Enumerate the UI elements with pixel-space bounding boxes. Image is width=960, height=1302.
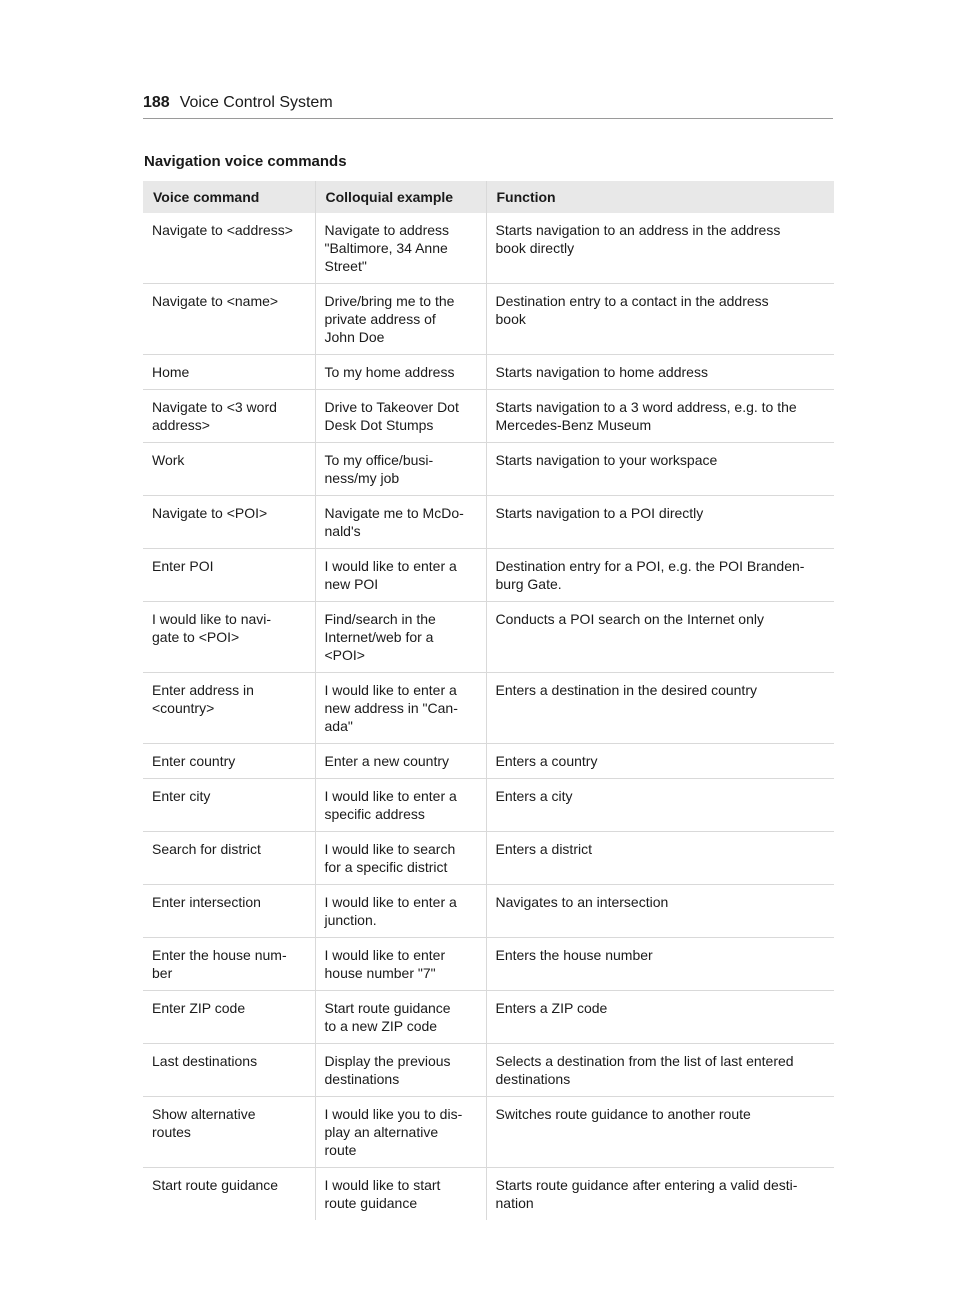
cell-colloquial-example: I would like to search for a specific district: [315, 832, 486, 885]
table-row: [143, 1097, 834, 1168]
cell-function: Starts navigation to an address in the address book directly: [486, 213, 834, 284]
cell-colloquial-example: Display the previous destinations: [315, 1044, 486, 1097]
chapter-title: Voice Control System: [179, 94, 333, 111]
cell-colloquial-example: I would like you to dis- play an alternative route: [315, 1097, 486, 1168]
table-row: [143, 1044, 834, 1097]
table-row: [143, 355, 834, 390]
table-row: [143, 832, 834, 885]
cell-colloquial-example: Drive to Takeover Dot Desk Dot Stumps: [315, 390, 486, 443]
table-row: [143, 673, 834, 744]
cell-function: Enters a country: [486, 744, 834, 779]
cell-function: Enters a ZIP code: [486, 991, 834, 1044]
cell-voice-command: Enter country: [143, 744, 315, 779]
table-row: [143, 744, 834, 779]
cell-colloquial-example: Navigate to address "Baltimore, 34 Anne Street": [315, 213, 486, 284]
cell-function: Enters a city: [486, 779, 834, 832]
cell-voice-command: Enter POI: [143, 549, 315, 602]
cell-voice-command: Navigate to <address>: [143, 213, 315, 284]
cell-colloquial-example: To my office/busi- ness/my job: [315, 443, 486, 496]
voice-commands-table: [143, 181, 834, 1220]
cell-colloquial-example: To my home address: [315, 355, 486, 390]
cell-voice-command: Navigate to <3 word address>: [143, 390, 315, 443]
table-row: [143, 991, 834, 1044]
table-row: [143, 443, 834, 496]
cell-colloquial-example: I would like to enter house number "7": [315, 938, 486, 991]
cell-colloquial-example: Drive/bring me to the private address of John Doe: [315, 284, 486, 355]
cell-function: Selects a destination from the list of last entered destinations: [486, 1044, 834, 1097]
cell-function: Enters a district: [486, 832, 834, 885]
cell-voice-command: Navigate to <POI>: [143, 496, 315, 549]
cell-voice-command: Search for district: [143, 832, 315, 885]
cell-colloquial-example: I would like to enter a new address in "Can- ada": [315, 673, 486, 744]
table-row: [143, 496, 834, 549]
cell-function: Enters a destination in the desired country: [486, 673, 834, 744]
cell-function: Switches route guidance to another route: [486, 1097, 834, 1168]
table-row: [143, 390, 834, 443]
cell-colloquial-example: Enter a new country: [315, 744, 486, 779]
cell-voice-command: Enter intersection: [143, 885, 315, 938]
cell-voice-command: Enter ZIP code: [143, 991, 315, 1044]
column-header-function: Function: [486, 181, 834, 213]
cell-function: Starts navigation to a POI directly: [486, 496, 834, 549]
cell-colloquial-example: I would like to enter a new POI: [315, 549, 486, 602]
cell-colloquial-example: I would like to enter a junction.: [315, 885, 486, 938]
cell-function: Starts navigation to home address: [486, 355, 834, 390]
cell-voice-command: Start route guidance: [152, 1177, 279, 1193]
cell-voice-command: Enter city: [143, 779, 315, 832]
table-row: [143, 213, 834, 284]
table-row: [143, 602, 834, 673]
cell-voice-command: Navigate to <name>: [143, 284, 315, 355]
cell-function: Destination entry for a POI, e.g. the POI Branden- burg Gate.: [486, 549, 834, 602]
cell-function: Starts route guidance after entering a valid desti- nation: [486, 1168, 834, 1221]
column-header-colloquial-example: Colloquial example: [315, 181, 486, 213]
column-header-voice-command: Voice command: [143, 181, 315, 213]
table-row: [143, 885, 834, 938]
table-row: [143, 779, 834, 832]
cell-colloquial-example: I would like to start route guidance: [315, 1168, 486, 1221]
cell-function: Enters the house number: [486, 938, 834, 991]
page-header: [143, 94, 833, 119]
table-row: [143, 1168, 834, 1221]
cell-function: Starts navigation to your workspace: [486, 443, 834, 496]
table-row: [143, 938, 834, 991]
cell-function: Navigates to an intersection: [486, 885, 834, 938]
cell-voice-command: Home: [143, 355, 315, 390]
cell-voice-command: Last destinations: [143, 1044, 315, 1097]
page-number: 188: [143, 94, 170, 111]
table-row: [143, 549, 834, 602]
cell-colloquial-example: I would like to enter a specific address: [315, 779, 486, 832]
cell-voice-command: I would like to navi- gate to <POI>: [143, 602, 315, 673]
section-title: Navigation voice commands: [144, 153, 347, 170]
table-row: [143, 284, 834, 355]
table-header-row: [143, 181, 834, 213]
cell-colloquial-example: Navigate me to McDo- nald's: [315, 496, 486, 549]
cell-voice-command: Work: [143, 443, 315, 496]
cell-function: Destination entry to a contact in the address book: [486, 284, 834, 355]
cell-voice-command: Show alternative routes: [143, 1097, 315, 1168]
cell-voice-command: Enter address in <country>: [143, 673, 315, 744]
cell-voice-command: Enter the house num- ber: [143, 938, 315, 991]
table-body: [143, 213, 834, 1220]
cell-function: Conducts a POI search on the Internet only: [486, 602, 834, 673]
cell-colloquial-example: Find/search in the Internet/web for a <POI>: [315, 602, 486, 673]
cell-colloquial-example: Start route guidance to a new ZIP code: [315, 991, 486, 1044]
cell-function: Starts navigation to a 3 word address, e.g. to the Mercedes-Benz Museum: [486, 390, 834, 443]
